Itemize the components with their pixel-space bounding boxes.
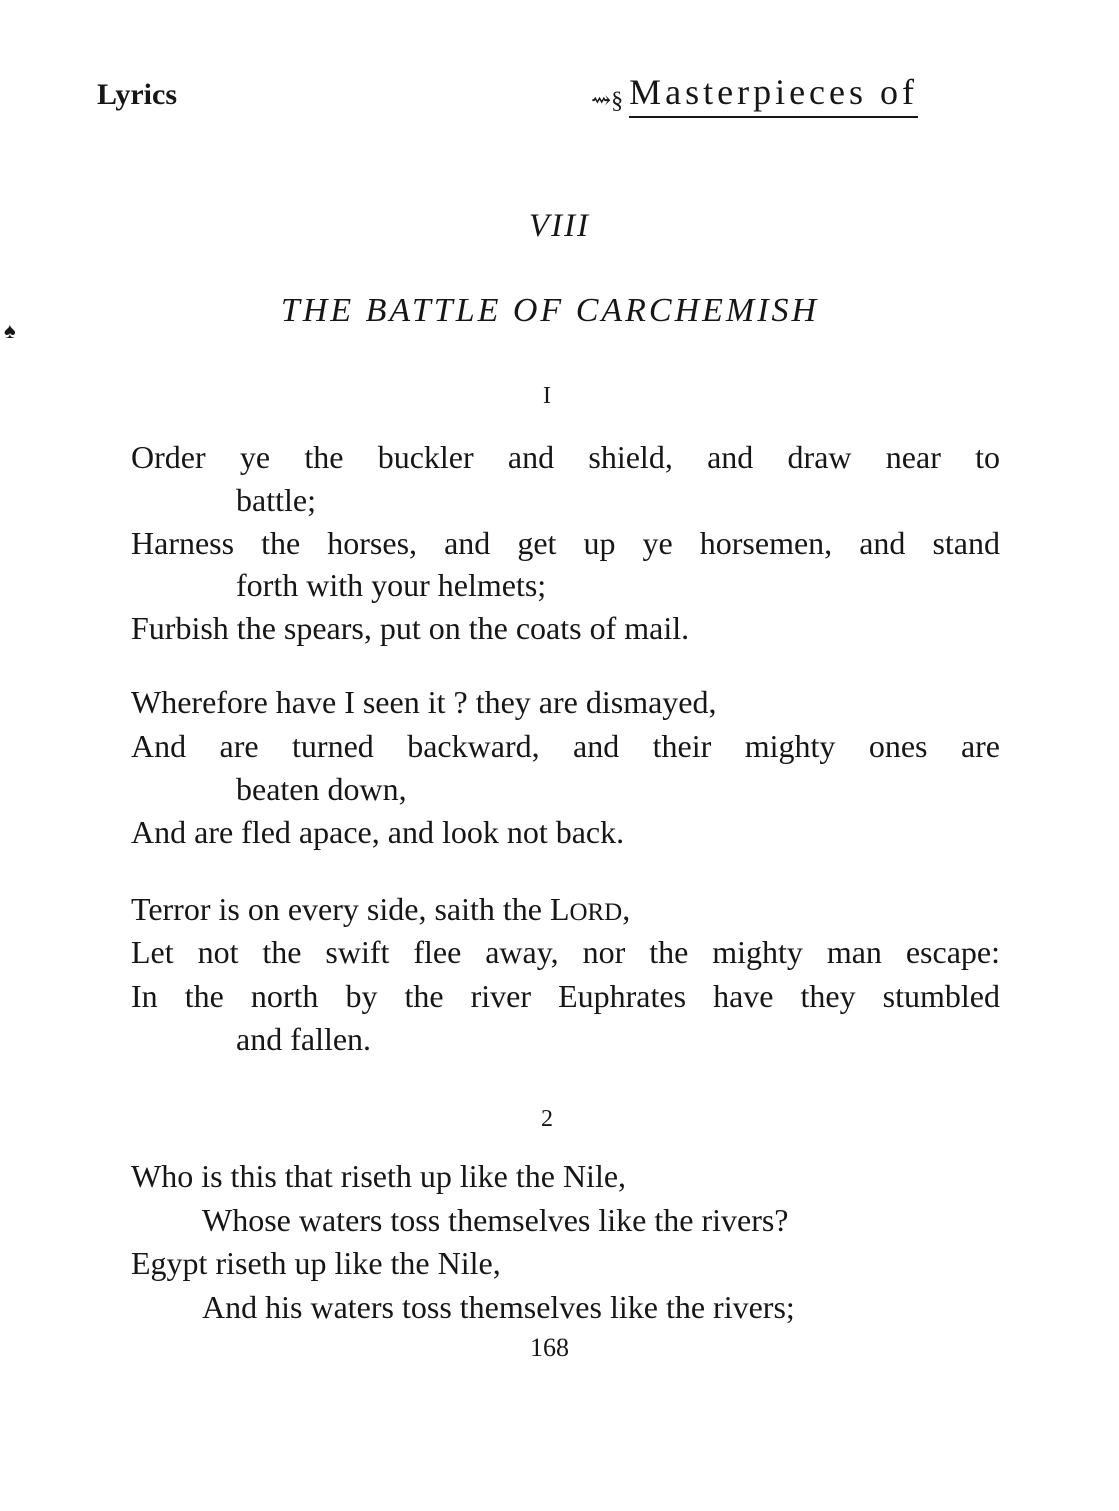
verse-text: Terror is on every side, saith the LORD, <box>131 891 631 927</box>
margin-spade-icon: ♠ <box>4 318 16 343</box>
verse-line: In the north by the river Euphrates have they stumbled <box>131 978 1000 1014</box>
verse-line: Let not the swift flee away, nor the mighty man escape: <box>131 934 1000 970</box>
verse-line-indented: Whose waters toss themselves like the rivers? <box>202 1202 789 1238</box>
verse-line-indented: And his waters toss themselves like the rivers; <box>202 1289 795 1325</box>
small-caps-lord: LORD <box>549 891 623 927</box>
verse-line-continuation: beaten down, <box>236 771 407 807</box>
ornament-arrow-icon: ⇝§ <box>591 87 624 114</box>
chapter-title: THE BATTLE OF CARCHEMISH <box>280 292 820 329</box>
section-number: I <box>543 383 551 409</box>
verse-line: And are fled apace, and look not back. <box>131 814 625 850</box>
verse-line: And are turned backward, and their mighty ones are <box>131 728 1000 764</box>
chapter-numeral: VIII <box>528 208 591 244</box>
verse-line: Egypt riseth up like the Nile, <box>131 1245 501 1281</box>
running-head-right <box>591 72 918 118</box>
running-head-left: Lyrics <box>97 78 177 111</box>
verse-line-lord <box>131 889 630 933</box>
verse-line-continuation: forth with your helmets; <box>236 567 547 603</box>
verse-line: Furbish the spears, put on the coats of mail. <box>131 610 690 646</box>
verse-line: Who is this that riseth up like the Nile, <box>131 1158 627 1194</box>
verse-line: Harness the horses, and get up ye horsemen, and stand <box>131 525 1000 561</box>
page-number: 168 <box>530 1333 569 1362</box>
section-number: 2 <box>541 1106 553 1132</box>
verse-line-continuation: and fallen. <box>236 1021 372 1057</box>
verse-line-continuation: battle; <box>236 482 316 518</box>
running-head-title: Masterpieces of <box>629 72 918 118</box>
verse-line: Order ye the buckler and shield, and draw near to <box>131 439 1000 475</box>
verse-line: Wherefore have I seen it ? they are dismayed, <box>131 684 717 720</box>
